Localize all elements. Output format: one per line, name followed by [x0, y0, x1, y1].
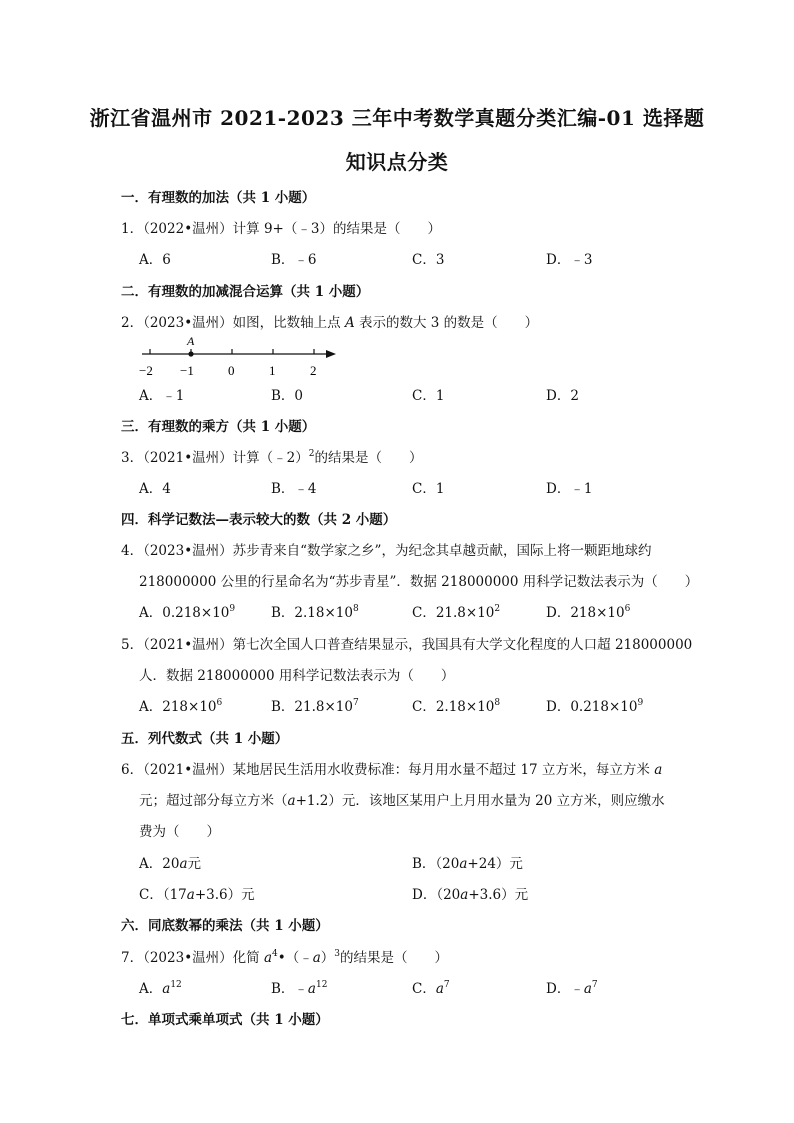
q5-option-b: B．$21.8\times 10^7$	[271, 698, 359, 715]
q1-option-b: B．﹣6	[271, 252, 317, 268]
q1-option-c: C．3	[412, 252, 445, 268]
question-2-text: 2．（2023•温州）如图，比数轴上点 A 表示的数大 3 的数是（ ）	[121, 315, 539, 331]
tick-label-2: 2	[310, 363, 317, 378]
number-line-arrow	[326, 350, 336, 358]
q2-option-b: B．0	[271, 388, 304, 404]
tick-label-1: 1	[269, 363, 276, 378]
section-heading-4: 四．科学记数法—表示较大的数（共 2 小题）	[121, 512, 397, 528]
q7-option-c: C．$a^7$	[412, 980, 450, 997]
q7-option-d: D．$﹣a^7$	[546, 980, 598, 997]
q3-option-d: D．﹣1	[546, 481, 593, 497]
q3-option-a: A．4	[139, 481, 171, 497]
q5-option-a: A．$218\times 10^6$	[139, 698, 223, 715]
q1-option-d: D．﹣3	[546, 252, 593, 268]
section-heading-7: 七．单项式乘单项式（共 1 小题）	[121, 1012, 329, 1028]
number-line-figure	[136, 334, 346, 378]
section-heading-1: 一．有理数的加法（共 1 小题）	[121, 190, 316, 206]
question-6-line3: 费为（ ）	[139, 824, 220, 840]
point-a-dot	[188, 351, 193, 356]
doc-title-line2: 知识点分类	[345, 150, 449, 174]
q7-option-a: A．$a^{12}$	[139, 980, 182, 997]
q6-option-b: B．（20a+24）元	[412, 856, 523, 872]
question-3-text: 3．（2021•温州）计算（﹣2）$^2$的结果是（ ）	[121, 449, 423, 466]
section-heading-2: 二．有理数的加减混合运算（共 1 小题）	[121, 284, 370, 300]
q6-option-a: A．20a元	[139, 856, 201, 872]
point-a-label: A	[187, 334, 195, 348]
question-1-text: 1．（2022•温州）计算 9+（﹣3）的结果是（ ）	[121, 221, 441, 237]
question-6-line1: 6．（2021•温州）某地居民生活用水收费标准：每月用水量不超过 17 立方米，每立方米 a	[121, 762, 663, 778]
question-4-line1: 4．（2023•温州）苏步青来自“数学家之乡”，为纪念其卓越贡献，国际上将一颗距地球约	[121, 543, 652, 559]
question-5-line2: 人．数据 218000000 用科学记数法表示为（ ）	[139, 668, 455, 684]
q2-option-c: C．1	[412, 388, 445, 404]
tick-label-neg1: −1	[180, 363, 194, 378]
question-4-line2: 218000000 公里的行星命名为“苏步青星”．数据 218000000 用科学记数法表示为（ ）	[139, 574, 699, 590]
q6-option-d: D．（20a+3.6）元	[412, 887, 529, 903]
q1-option-a: A．6	[139, 252, 171, 268]
q6-option-c: C．（17a+3.6）元	[139, 887, 255, 903]
q2-option-d: D．2	[546, 388, 579, 404]
q4-option-c: C．$21.8\times 10^2$	[412, 604, 501, 621]
question-5-line1: 5．（2021•温州）第七次全国人口普查结果显示，我国具有大学文化程度的人口超 218000000	[121, 637, 693, 653]
q4-option-d: D．$218\times 10^6$	[546, 604, 631, 621]
q5-option-c: C．$2.18\times 10^8$	[412, 698, 501, 715]
question-7-text: 7．（2023•温州）化简 $a^4•(﹣a)^3$的结果是（ ）	[121, 949, 449, 966]
q5-option-d: D．$0.218\times 10^9$	[546, 698, 644, 715]
doc-title-line1: 浙江省温州市 2021-2023 三年中考数学真题分类汇编-01 选择题	[89, 106, 705, 130]
tick-label-neg2: −2	[139, 363, 153, 378]
question-6-line2: 元；超过部分每立方米（a+1.2）元．该地区某用户上月用水量为 20 立方米，则应缴水	[139, 793, 665, 809]
q4-option-b: B．$2.18\times 10^8$	[271, 604, 359, 621]
section-heading-5: 五．列代数式（共 1 小题）	[121, 731, 289, 747]
section-heading-3: 三．有理数的乘方（共 1 小题）	[121, 419, 316, 435]
tick-label-0: 0	[228, 363, 235, 378]
q4-option-a: A．$0.218\times 10^9$	[139, 604, 236, 621]
q3-option-b: B．﹣4	[271, 481, 317, 497]
q7-option-b: B．$﹣a^{12}$	[271, 980, 328, 997]
q3-option-c: C．1	[412, 481, 445, 497]
section-heading-6: 六．同底数幂的乘法（共 1 小题）	[121, 918, 329, 934]
q2-option-a: A．﹣1	[139, 388, 185, 404]
